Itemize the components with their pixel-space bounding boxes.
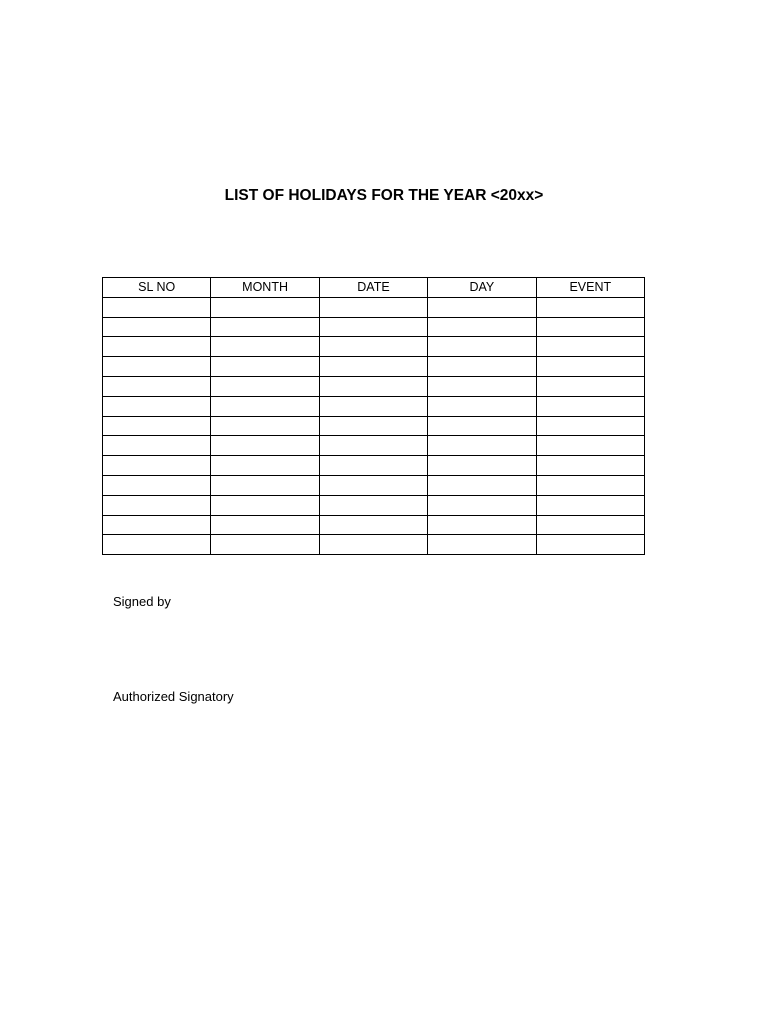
column-header-month: MONTH	[211, 278, 319, 298]
table-row	[103, 317, 645, 337]
table-row	[103, 515, 645, 535]
table-cell-day	[428, 515, 536, 535]
authorized-signatory-label: Authorized Signatory	[113, 689, 234, 704]
table-cell-day	[428, 416, 536, 436]
table-cell-sl-no	[103, 317, 211, 337]
table-row	[103, 535, 645, 555]
table-cell-date	[319, 495, 427, 515]
table-cell-sl-no	[103, 396, 211, 416]
table-cell-sl-no	[103, 436, 211, 456]
table-cell-event	[536, 475, 644, 495]
table-cell-day	[428, 475, 536, 495]
table-header-row	[103, 278, 645, 298]
table-cell-month	[211, 475, 319, 495]
table-cell-event	[536, 495, 644, 515]
table-cell-sl-no	[103, 475, 211, 495]
table-cell-sl-no	[103, 495, 211, 515]
table-cell-date	[319, 396, 427, 416]
table-cell-day	[428, 456, 536, 476]
table-cell-date	[319, 416, 427, 436]
table-cell-month	[211, 535, 319, 555]
table-cell-event	[536, 357, 644, 377]
table-cell-sl-no	[103, 337, 211, 357]
table-cell-event	[536, 456, 644, 476]
table-row	[103, 337, 645, 357]
table-cell-event	[536, 297, 644, 317]
table-cell-month	[211, 357, 319, 377]
table-cell-event	[536, 416, 644, 436]
table-cell-month	[211, 416, 319, 436]
table-cell-sl-no	[103, 376, 211, 396]
table-row	[103, 456, 645, 476]
table-row	[103, 376, 645, 396]
table-cell-date	[319, 436, 427, 456]
table-cell-month	[211, 337, 319, 357]
table-cell-day	[428, 297, 536, 317]
table-body	[103, 297, 645, 554]
table-cell-event	[536, 376, 644, 396]
table-cell-date	[319, 515, 427, 535]
table-row	[103, 396, 645, 416]
table-cell-month	[211, 317, 319, 337]
table-row	[103, 416, 645, 436]
table-cell-event	[536, 436, 644, 456]
table-cell-day	[428, 396, 536, 416]
holiday-table	[102, 277, 645, 555]
table-row	[103, 436, 645, 456]
table-cell-month	[211, 495, 319, 515]
table-cell-day	[428, 357, 536, 377]
table-cell-date	[319, 475, 427, 495]
table-cell-sl-no	[103, 297, 211, 317]
table-cell-month	[211, 376, 319, 396]
table-cell-day	[428, 535, 536, 555]
column-header-event: EVENT	[536, 278, 644, 298]
table-cell-sl-no	[103, 515, 211, 535]
table-cell-day	[428, 337, 536, 357]
table-cell-event	[536, 317, 644, 337]
table-row	[103, 495, 645, 515]
table-cell-sl-no	[103, 357, 211, 377]
page-title: LIST OF HOLIDAYS FOR THE YEAR <20xx>	[224, 187, 544, 204]
table-cell-date	[319, 337, 427, 357]
table-cell-month	[211, 515, 319, 535]
table-cell-day	[428, 495, 536, 515]
table-cell-sl-no	[103, 416, 211, 436]
column-header-day: DAY	[428, 278, 536, 298]
table-cell-month	[211, 396, 319, 416]
table-cell-month	[211, 456, 319, 476]
table-cell-date	[319, 297, 427, 317]
table-cell-date	[319, 535, 427, 555]
table-cell-month	[211, 297, 319, 317]
table-cell-event	[536, 515, 644, 535]
table-cell-date	[319, 357, 427, 377]
table-cell-event	[536, 337, 644, 357]
table-cell-event	[536, 535, 644, 555]
table-row	[103, 475, 645, 495]
signed-by-label: Signed by	[113, 594, 171, 609]
table-row	[103, 297, 645, 317]
table-cell-date	[319, 317, 427, 337]
table-cell-date	[319, 376, 427, 396]
table-row	[103, 357, 645, 377]
table-cell-day	[428, 436, 536, 456]
table-cell-sl-no	[103, 456, 211, 476]
table-cell-event	[536, 396, 644, 416]
column-header-date: DATE	[319, 278, 427, 298]
table-cell-day	[428, 376, 536, 396]
table-cell-sl-no	[103, 535, 211, 555]
column-header-sl-no: SL NO	[103, 278, 211, 298]
table-cell-day	[428, 317, 536, 337]
table-cell-month	[211, 436, 319, 456]
table-cell-date	[319, 456, 427, 476]
